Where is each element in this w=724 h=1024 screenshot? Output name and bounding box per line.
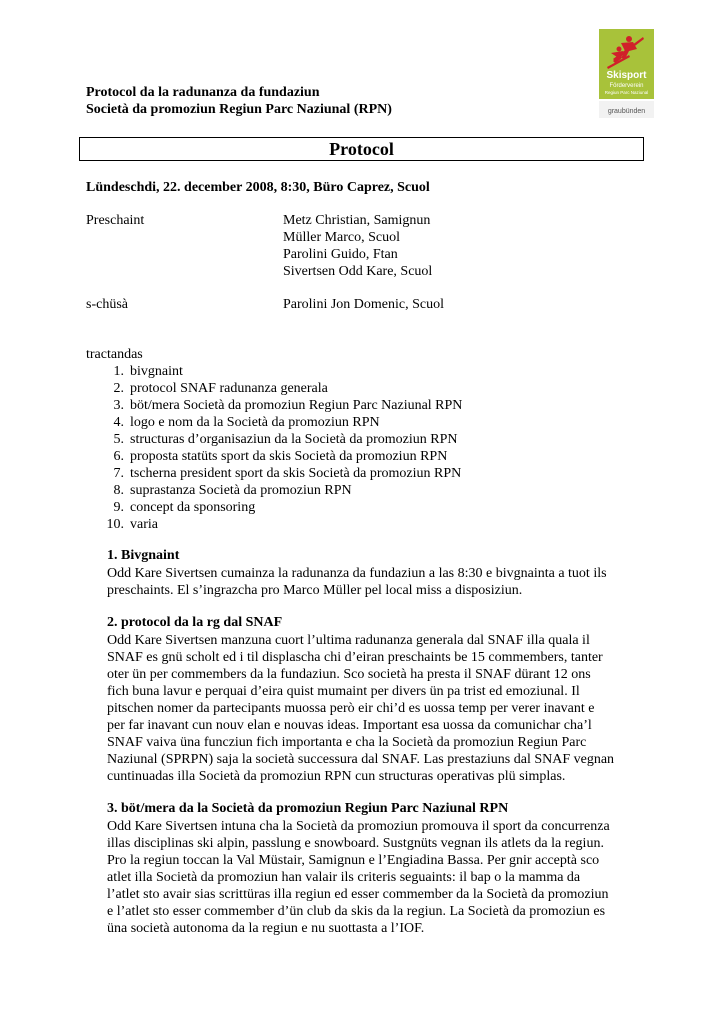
doc-header-line2: Società da promoziun Regiun Parc Naziunal (RPN) <box>86 102 392 117</box>
section-2-line: Naziunal (SPRPN) saja la società successura dal SNAF. Las prestaziuns dal SNAF vegnan <box>107 752 615 767</box>
page-title: Protocol <box>79 137 644 161</box>
section-3-title: 3. böt/mera da la Società da promoziun Regiun Parc Naziunal RPN <box>107 801 509 816</box>
section-3-line: e l’atlet sto esser commember d’ün club da skis da la regiun. La Società da promoziun es <box>107 904 606 919</box>
agenda-label: tractandas <box>86 347 143 362</box>
agenda-item-number: 9. <box>113 500 124 515</box>
agenda-item-text: concept da sponsoring <box>130 500 256 515</box>
present-name: Sivertsen Odd Kare, Scuol <box>283 264 433 279</box>
agenda-item-text: varia <box>130 517 158 532</box>
agenda-item-number: 10. <box>106 517 124 532</box>
agenda-item-number: 6. <box>113 449 124 464</box>
agenda-item-number: 5. <box>113 432 124 447</box>
section-3-line: Pro la regiun toccan la Val Müstair, Samignun e l’Engiadina Bassa. Per gnir acceptà sco <box>107 853 600 868</box>
present-name: Müller Marco, Scuol <box>283 230 401 245</box>
section-3-line: üna società autonoma da la regiun e nu suottasta a l’IOF. <box>107 921 425 936</box>
logo-brand: Skisport <box>606 70 647 81</box>
excused-label: s-chüsà <box>86 297 128 312</box>
section-2-title: 2. protocol da la rg dal SNAF <box>107 615 283 630</box>
logo-sub2: Regiun Parc Naziunal <box>604 90 649 95</box>
section-1-line: preschaints. El s’ingrazcha pro Marco Müller pel local miss a disposiziun. <box>107 583 523 598</box>
logo-footer: graubünden <box>607 108 646 115</box>
agenda-item-number: 2. <box>113 381 124 396</box>
section-3-line: illas disciplinas ski alpin, passlung e snowboard. Sustgnüts vegnan ils atlets da la regiun. <box>107 836 604 851</box>
agenda-item-text: tscherna president sport da skis Società da promoziun RPN <box>130 466 462 481</box>
present-label: Preschaint <box>86 213 145 228</box>
doc-header-line1: Protocol da la radunanza da fundaziun <box>86 85 320 100</box>
agenda-item-text: suprastanza Società da promoziun RPN <box>130 483 352 498</box>
section-2-line: pitschen nomer da partecipants muossa però eir chi’d es uossa temp per verer inavant e <box>107 701 595 716</box>
agenda-item-text: proposta statüts sport da skis Società da promoziun RPN <box>130 449 448 464</box>
skier-logo-icon <box>599 29 654 119</box>
agenda-item-number: 3. <box>113 398 124 413</box>
section-3-line: l’atlet sto avair sias scrittüras illa regiun ed esser commember da la Società da promoziun <box>107 887 609 902</box>
agenda-item-number: 7. <box>113 466 124 481</box>
section-1-line: Odd Kare Sivertsen cumainza la radunanza da fundaziun a las 8:30 e bivgnainta a tuot ils <box>107 566 607 581</box>
agenda-item-text: bivgnaint <box>130 364 183 379</box>
meeting-line: Lündeschdi, 22. december 2008, 8:30, Büro Caprez, Scuol <box>86 180 430 195</box>
agenda-item-number: 1. <box>113 364 124 379</box>
section-2-line: Odd Kare Sivertsen manzuna cuort l’ultima radunanza generala dal SNAF illa quala il <box>107 633 590 648</box>
section-2-line: per far inavant cun nouv elan e nouvas ideas. Important esa uossa da comunichar cha’l <box>107 718 592 733</box>
skisport-logo <box>599 29 654 119</box>
present-name: Metz Christian, Samignun <box>283 213 431 228</box>
present-name: Parolini Guido, Ftan <box>283 247 398 262</box>
logo-sub1: Förderverein <box>609 83 644 89</box>
agenda-item-text: logo e nom da la Società da promoziun RPN <box>130 415 380 430</box>
section-2-line: oter ün per commembers da la fundaziun. Sco società ha presta il SNAF dürant 12 ons <box>107 667 591 682</box>
section-1-title: 1. Bivgnaint <box>107 548 180 563</box>
section-2-line: SNAF vaiva üna funcziun fich importanta e cha la Società da promoziun Regiun Parc <box>107 735 587 750</box>
agenda-item-text: böt/mera Società da promoziun Regiun Parc Naziunal RPN <box>130 398 463 413</box>
agenda-item-number: 4. <box>113 415 124 430</box>
section-3-line: atlet illa Società da promoziun han valair ils criteris seguaints: il bap o la mamma da <box>107 870 581 885</box>
section-3-line: Odd Kare Sivertsen intuna cha la Società da promoziun promouva il sport da concurrenza <box>107 819 610 834</box>
agenda-item-number: 8. <box>113 483 124 498</box>
agenda-item-text: structuras d’organisaziun da la Società da promoziun RPN <box>130 432 458 447</box>
section-2-line: SNAF es gnü scholt ed i til displascha chi d’eiran preschaints be 15 commembers, tanter <box>107 650 603 665</box>
section-2-line: fich buna lavur e perquai d’eira quist mumaint per divers ün pa trist ed emoziunal. Il <box>107 684 580 699</box>
excused-name: Parolini Jon Domenic, Scuol <box>283 297 444 312</box>
agenda-item-text: protocol SNAF radunanza generala <box>130 381 328 396</box>
section-2-line: cuntinuadas illa Società da promoziun RPN cun structuras operativas plü simplas. <box>107 769 566 784</box>
